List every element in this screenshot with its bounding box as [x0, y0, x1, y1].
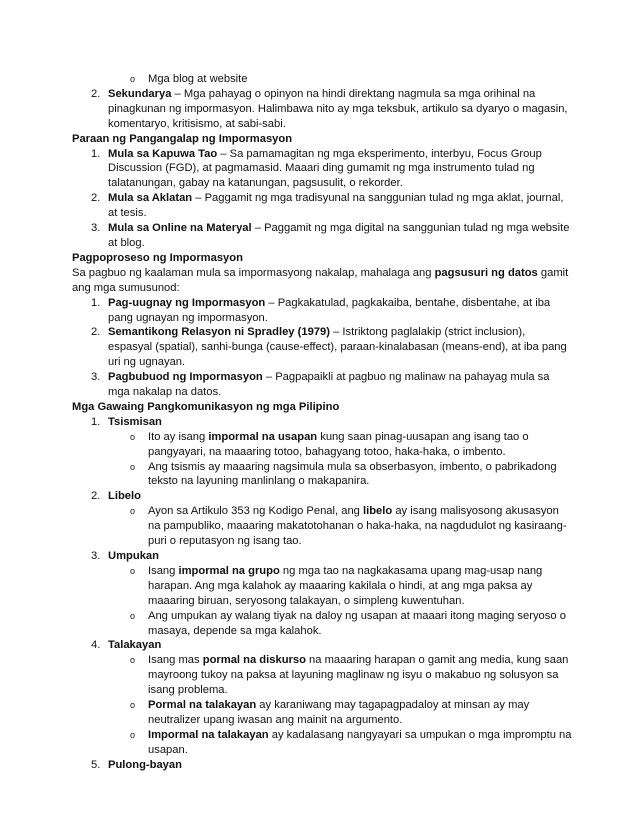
sub-term: impormal na grupo [178, 564, 280, 577]
item-label: Umpukan [108, 550, 159, 562]
item-term: Pagbubuod ng Impormasyon [108, 371, 263, 384]
bullet-icon: o [130, 565, 136, 576]
sub-item [108, 609, 572, 639]
bullet-icon: o [130, 506, 136, 517]
item-text: – Mga pahayag o opinyon na hindi direktang nagmula sa mga orihinal na pinagkunan ng impormasyon. Halimbawa nito ay mga teksbuk, artikulo sa dyaryo o magasin, komentaryo, kritisismo, at sabi-sabi. [108, 87, 568, 130]
sub-text: Isang mas [148, 654, 203, 667]
list-item [72, 191, 572, 221]
list-item [72, 72, 572, 87]
item-label: Tsismisan [108, 415, 162, 428]
pagpoproseso-list [72, 296, 572, 400]
sub-text-end: kung saan pinag-uusapan ang isang tao o pangyayari, na maaaring totoo, bahagyang totoo, haka-haka, o imbento. [148, 430, 529, 458]
sources-list-continued [72, 87, 572, 132]
sub-text-end: ay karaniwang may tagapagpadaloy at minsan ay may neutralizer upang iwasan ang mainit na argumento. [148, 699, 530, 726]
bullet-icon: o [130, 610, 136, 621]
sub-text-end: ay kadalasang nangyayari sa umpukan o mga impromptu na usapan. [148, 728, 572, 756]
intro-text-end: gamit ang mga sumusunod: [72, 266, 569, 294]
item-term: Mula sa Online na Materyal [108, 222, 252, 235]
sub-item [108, 564, 572, 609]
sub-term: Impormal na talakayan [148, 728, 269, 741]
sub-text: Ayon sa Artikulo 353 ng Kodigo Penal, ang [148, 505, 363, 518]
list-item [72, 325, 572, 370]
item-text: – Pagkakatulad, pagkakaiba, bentahe, disbentahe, at iba pang ugnayan ng impormasyon. [108, 296, 551, 324]
sub-item [108, 653, 572, 698]
section-intro [72, 266, 572, 296]
item-text: – Istriktong paglalakip (strict inclusion), espasyal (spatial), sanhi-bunga (cause-effect), paraan-kinalabasan (means-end), at iba pang uri ng ugnayan. [108, 326, 567, 369]
list-item [72, 147, 572, 192]
bullet-icon: o [130, 461, 136, 472]
sub-text: Ang umpukan ay walang tiyak na daloy ng usapan at maaari itong maging seryoso o masaya, depende sa mga kalahok. [148, 609, 566, 637]
bullet-icon: o [130, 729, 136, 740]
item-number: 1. [91, 415, 101, 428]
item-term: Sekundarya [108, 87, 172, 100]
gawain-list [72, 415, 572, 773]
bullet-icon: o [130, 700, 136, 711]
bullet-text: Mga blog at website [148, 73, 248, 85]
item-number: 3. [91, 371, 101, 384]
sub-item [108, 460, 572, 490]
item-number: 2. [91, 490, 101, 503]
item-text: – Pagpapaikli at pagbuo ng malinaw na pahayag mula sa mga nakalap na datos. [108, 371, 550, 399]
item-term: Semantikong Relasyon ni Spradley (1979) [108, 326, 330, 339]
sub-item [108, 728, 572, 758]
intro-text: Sa pagbuo ng kaalaman mula sa impormasyong nakalap, mahalaga ang [72, 266, 435, 279]
list-item [72, 758, 572, 773]
list-item [72, 638, 572, 757]
list-item [72, 296, 572, 326]
item-number: 3. [91, 550, 101, 562]
top-bullet-list [72, 72, 572, 87]
item-number: 3. [91, 222, 101, 235]
bullet-icon: o [130, 74, 136, 84]
item-number: 2. [91, 326, 101, 339]
item-text: – Paggamit ng mga digital na sanggunian tulad ng mga website at blog. [108, 222, 570, 249]
section-title-paraan: Paraan ng Pangangalap ng Impormasyon [72, 132, 293, 145]
sub-list [108, 564, 572, 639]
sub-term: pormal na diskurso [202, 654, 306, 667]
item-term: Mula sa Aklatan [108, 192, 193, 205]
list-item [72, 549, 572, 638]
section-title-pagpoproseso: Pagpoproseso ng Impormasyon [72, 251, 243, 264]
document-page [72, 72, 572, 773]
section-title-gawain: Mga Gawaing Pangkomunikasyon ng mga Pilipino [72, 400, 340, 413]
sub-text-end: na maaaring harapan o gamit ang media, kung saan mayroong tukoy na paksa at layuning maglinaw ng isyu o makabuo ng solusyon sa isang problema. [148, 654, 569, 697]
item-text: – Sa pamamagitan ng mga eksperimento, interbyu, Focus Group Discussion (FGD), at pagmamasid. Maaari ding gumamit ng mga instrumento tulad ng talatanungan, gabay na katanungan, pagsusulit, o rekorder. [108, 147, 542, 190]
item-text: – Paggamit ng mga tradisyunal na sanggunian tulad ng mga aklat, journal, at tesis. [108, 192, 564, 220]
sub-item [108, 430, 572, 460]
item-number: 5. [91, 758, 101, 771]
sub-item [108, 698, 572, 728]
item-label: Pulong-bayan [108, 758, 182, 771]
sub-text: Isang [148, 564, 179, 577]
sub-text: Ang tsismis ay maaaring nagsimula mula sa obserbasyon, imbento, o pabrikadong teksto na layuning manlinlang o makapanira. [148, 460, 557, 488]
item-term: Mula sa Kapuwa Tao [108, 147, 218, 160]
paraan-list [72, 147, 572, 251]
sub-term: libelo [363, 505, 393, 518]
sub-text-end: ay isang malisyosong akusasyon na pampubliko, maaaring makatotohanan o haka-haka, na nagdudulot ng kasiraang-puri o reputasyon ng isang tao. [148, 505, 567, 548]
sub-list [108, 430, 572, 490]
bullet-icon: o [130, 431, 136, 442]
sub-text: Ito ay isang [148, 430, 209, 443]
list-item [72, 221, 572, 251]
item-label: Libelo [108, 490, 141, 503]
bullet-icon: o [130, 655, 136, 666]
item-number: 1. [91, 147, 101, 160]
sub-term: Pormal na talakayan [148, 699, 257, 712]
list-item [72, 370, 572, 400]
item-term: Pag-uugnay ng Impormasyon [108, 296, 266, 309]
sub-term: impormal na usapan [208, 430, 318, 443]
sub-item [108, 504, 572, 549]
item-number: 4. [91, 639, 101, 652]
item-label: Talakayan [108, 639, 162, 652]
sub-list [108, 653, 572, 757]
intro-term: pagsusuri ng datos [434, 266, 538, 279]
item-number: 2. [91, 192, 101, 205]
list-item [72, 415, 572, 490]
sub-text-end: ng mga tao na nagkakasama upang mag-usap nang harapan. Ang mga kalahok ay maaaring kakilala o hindi, at ang mga paksa ay maaaring biruan, seryosong talakayan, o simpleng kuwentuhan. [148, 564, 543, 607]
list-item [72, 87, 572, 132]
item-number: 2. [91, 87, 101, 100]
list-item [72, 489, 572, 549]
item-number: 1. [91, 296, 101, 309]
sub-list [108, 504, 572, 549]
